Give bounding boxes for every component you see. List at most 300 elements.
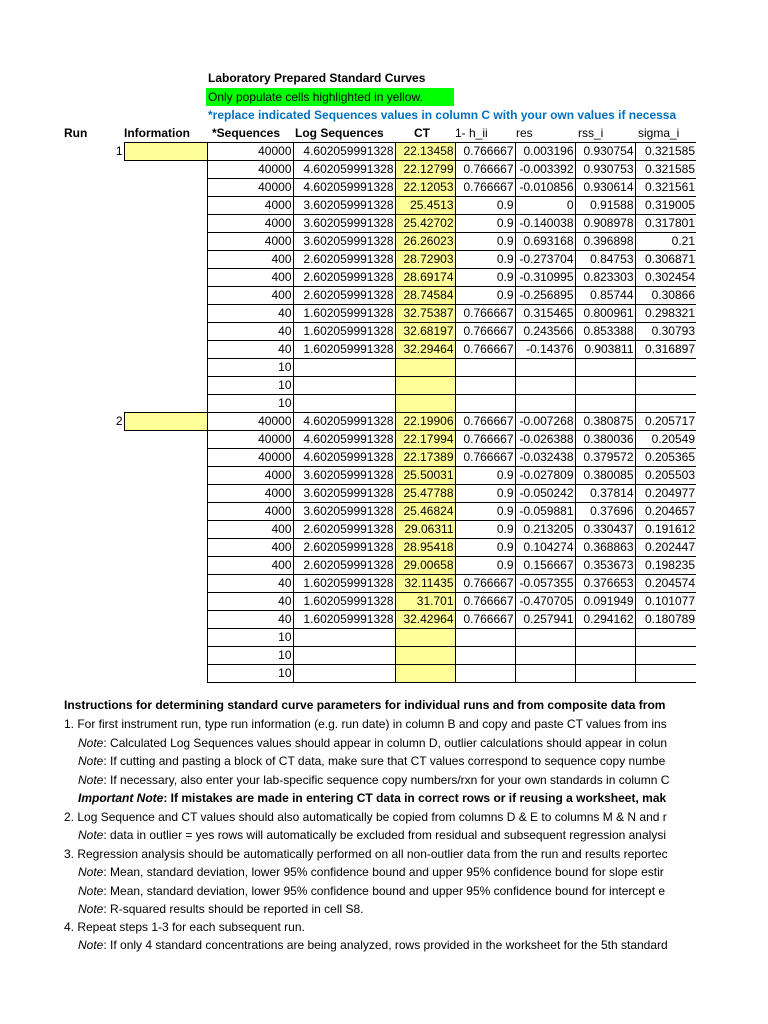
run-cell: 2 — [115, 414, 123, 428]
instruction-note-2 — [78, 826, 696, 845]
log-sequences-cell: 3.602059991328 — [293, 503, 395, 521]
information-cell[interactable] — [124, 557, 207, 575]
run-cell — [0, 467, 124, 485]
sigma-i-cell: 0.319005 — [635, 197, 696, 215]
sigma-i-cell: 0.101077 — [635, 593, 696, 611]
table-row — [0, 215, 696, 233]
sequences-cell: 400 — [207, 521, 293, 539]
ct-cell[interactable]: 22.13458 — [395, 143, 455, 161]
table-row — [0, 485, 696, 503]
res-cell — [515, 665, 575, 683]
sequences-cell: 40 — [207, 611, 293, 629]
rss-i-cell: 0.800961 — [575, 305, 635, 323]
instruction-step-3: 3. Regression analysis should be automatically performed on all non-outlier data from the run and results reportec — [64, 847, 668, 861]
information-cell[interactable] — [124, 521, 207, 539]
note-label: Note — [78, 754, 104, 768]
sigma-i-cell: 0.204574 — [635, 575, 696, 593]
h-ii-cell: 0.9 — [455, 233, 515, 251]
note-text: : If necessary, also enter your lab-specific sequence copy numbers/rxn for your own standards in column C — [103, 773, 670, 787]
sequences-cell: 10 — [207, 629, 293, 647]
table-row — [0, 449, 696, 467]
ct-cell[interactable]: 25.47788 — [395, 485, 455, 503]
rss-i-cell: 0.380036 — [575, 431, 635, 449]
res-cell: -0.032438 — [515, 449, 575, 467]
run-cell — [0, 539, 124, 557]
rss-i-cell: 0.903811 — [575, 341, 635, 359]
rss-i-cell — [575, 665, 635, 683]
header-log-sequences: Log Sequences — [295, 126, 384, 140]
ct-cell[interactable]: 32.11435 — [395, 575, 455, 593]
sequences-cell: 10 — [207, 665, 293, 683]
ct-cell[interactable]: 28.95418 — [395, 539, 455, 557]
run-cell — [0, 503, 124, 521]
information-cell[interactable] — [124, 485, 207, 503]
h-ii-cell: 0.9 — [455, 197, 515, 215]
log-sequences-cell: 2.602059991328 — [293, 539, 395, 557]
rss-i-cell: 0.091949 — [575, 593, 635, 611]
ct-cell[interactable]: 29.00658 — [395, 557, 455, 575]
table-row — [0, 395, 696, 413]
ct-cell[interactable] — [395, 395, 455, 413]
res-cell: 0.003196 — [515, 143, 575, 161]
log-sequences-cell: 2.602059991328 — [293, 269, 395, 287]
sigma-i-cell — [635, 377, 696, 395]
table-row — [0, 143, 696, 161]
sigma-i-cell: 0.202447 — [635, 539, 696, 557]
ct-cell[interactable]: 29.06311 — [395, 521, 455, 539]
sequences-cell: 400 — [207, 557, 293, 575]
h-ii-cell: 0.766667 — [455, 449, 515, 467]
ct-cell[interactable]: 22.12799 — [395, 161, 455, 179]
h-ii-cell: 0.766667 — [455, 431, 515, 449]
rss-i-cell: 0.330437 — [575, 521, 635, 539]
run-cell — [0, 323, 124, 341]
information-cell[interactable] — [124, 359, 207, 377]
res-cell — [515, 647, 575, 665]
rss-i-cell: 0.380875 — [575, 413, 635, 431]
sigma-i-cell — [635, 359, 696, 377]
rss-i-cell — [575, 395, 635, 413]
important-note-label: Important Note — [78, 791, 164, 805]
sequences-cell: 40000 — [207, 179, 293, 197]
log-sequences-cell: 2.602059991328 — [293, 287, 395, 305]
log-sequences-cell — [293, 665, 395, 683]
information-cell[interactable] — [124, 431, 207, 449]
log-sequences-cell — [293, 377, 395, 395]
h-ii-cell: 0.9 — [455, 485, 515, 503]
table-row — [0, 647, 696, 665]
log-sequences-cell: 3.602059991328 — [293, 233, 395, 251]
sigma-i-cell — [635, 647, 696, 665]
res-cell: -0.273704 — [515, 251, 575, 269]
run-cell — [0, 629, 124, 647]
log-sequences-cell — [293, 359, 395, 377]
h-ii-cell — [455, 377, 515, 395]
run-cell — [0, 449, 124, 467]
rss-i-cell: 0.85744 — [575, 287, 635, 305]
sequences-cell: 10 — [207, 395, 293, 413]
h-ii-cell: 0.766667 — [455, 305, 515, 323]
information-cell[interactable] — [124, 377, 207, 395]
instruction-step-2: 2. Log Sequence and CT values should also automatically be copied from columns D & E to columns M & N and r — [64, 810, 667, 824]
sigma-i-cell: 0.317801 — [635, 215, 696, 233]
h-ii-cell: 0.766667 — [455, 341, 515, 359]
highlight-note[interactable]: Only populate cells highlighted in yellow. — [206, 88, 454, 106]
information-cell[interactable] — [124, 269, 207, 287]
run-cell — [0, 161, 124, 179]
information-cell[interactable] — [124, 575, 207, 593]
run-cell — [0, 395, 124, 413]
table-row — [0, 575, 696, 593]
sigma-i-cell: 0.316897 — [635, 341, 696, 359]
instruction-note-3b — [78, 882, 696, 901]
sequences-cell: 40 — [207, 593, 293, 611]
h-ii-cell: 0.9 — [455, 215, 515, 233]
table-row — [0, 413, 696, 431]
sigma-i-cell — [635, 665, 696, 683]
log-sequences-cell: 4.602059991328 — [293, 431, 395, 449]
information-cell[interactable] — [124, 449, 207, 467]
run-cell — [0, 287, 124, 305]
sequences-cell: 400 — [207, 539, 293, 557]
information-cell[interactable] — [124, 251, 207, 269]
table-row — [0, 467, 696, 485]
log-sequences-cell — [293, 629, 395, 647]
ct-cell[interactable] — [395, 629, 455, 647]
rss-i-cell: 0.91588 — [575, 197, 635, 215]
run-cell — [0, 359, 124, 377]
table-row — [0, 611, 696, 629]
table-row — [0, 251, 696, 269]
rss-i-cell: 0.294162 — [575, 611, 635, 629]
res-cell: -0.007268 — [515, 413, 575, 431]
log-sequences-cell: 4.602059991328 — [293, 143, 395, 161]
note-text: : If cutting and pasting a block of CT data, make sure that CT values correspond to sequence copy numbe — [103, 754, 666, 768]
instruction-note-1c — [78, 771, 696, 790]
ct-cell[interactable]: 25.46824 — [395, 503, 455, 521]
rss-i-cell: 0.37696 — [575, 503, 635, 521]
note-label: Note — [78, 902, 104, 916]
instruction-step-1: 1. For first instrument run, type run information (e.g. run date) in column B and copy and paste CT values from ins — [64, 717, 667, 731]
rss-i-cell: 0.368863 — [575, 539, 635, 557]
data-grid — [0, 142, 696, 683]
table-row — [0, 341, 696, 359]
table-row — [0, 287, 696, 305]
h-ii-cell: 0.9 — [455, 467, 515, 485]
h-ii-cell — [455, 395, 515, 413]
h-ii-cell: 0.766667 — [455, 611, 515, 629]
log-sequences-cell: 1.602059991328 — [293, 593, 395, 611]
information-cell[interactable] — [124, 323, 207, 341]
ct-cell[interactable]: 28.72903 — [395, 251, 455, 269]
header-run: Run — [64, 126, 88, 140]
h-ii-cell: 0.9 — [455, 557, 515, 575]
ct-cell[interactable]: 28.74584 — [395, 287, 455, 305]
sequences-cell: 400 — [207, 251, 293, 269]
h-ii-cell: 0.766667 — [455, 413, 515, 431]
ct-cell[interactable]: 26.26023 — [395, 233, 455, 251]
sequences-cell: 40 — [207, 341, 293, 359]
res-cell: 0.693168 — [515, 233, 575, 251]
res-cell: 0.315465 — [515, 305, 575, 323]
header-h-ii: 1- h_ii — [455, 126, 488, 140]
h-ii-cell: 0.9 — [455, 521, 515, 539]
log-sequences-cell: 3.602059991328 — [293, 215, 395, 233]
res-cell: 0 — [515, 197, 575, 215]
sigma-i-cell: 0.21 — [635, 233, 696, 251]
res-cell: 0.156667 — [515, 557, 575, 575]
replace-note: *replace indicated Sequences values in column C with your own values if necessa — [208, 108, 677, 122]
note-text: : Mean, standard deviation, lower 95% confidence bound and upper 95% confidence bound for slope estir — [103, 865, 664, 879]
information-cell[interactable] — [124, 395, 207, 413]
information-cell[interactable] — [124, 143, 207, 161]
information-cell[interactable] — [124, 467, 207, 485]
sheet-title: Laboratory Prepared Standard Curves — [208, 71, 426, 85]
run-cell — [0, 233, 124, 251]
information-cell[interactable] — [124, 161, 207, 179]
sigma-i-cell: 0.205717 — [635, 413, 696, 431]
table-row — [0, 557, 696, 575]
res-cell — [515, 395, 575, 413]
res-cell: -0.010856 — [515, 179, 575, 197]
note-text: : If only 4 standard concentrations are being analyzed, rows provided in the worksheet for the 5th standard — [103, 938, 668, 952]
table-row — [0, 197, 696, 215]
ct-cell[interactable]: 25.50031 — [395, 467, 455, 485]
information-cell[interactable] — [124, 233, 207, 251]
rss-i-cell: 0.823303 — [575, 269, 635, 287]
res-cell: -0.14376 — [515, 341, 575, 359]
log-sequences-cell: 1.602059991328 — [293, 323, 395, 341]
sequences-cell: 10 — [207, 647, 293, 665]
res-cell: -0.003392 — [515, 161, 575, 179]
header-rss-i: rss_i — [578, 126, 604, 140]
run-cell — [0, 521, 124, 539]
res-cell: 0.257941 — [515, 611, 575, 629]
rss-i-cell: 0.379572 — [575, 449, 635, 467]
h-ii-cell: 0.9 — [455, 269, 515, 287]
instruction-note-3a — [78, 863, 696, 882]
rss-i-cell — [575, 377, 635, 395]
ct-cell[interactable]: 31.701 — [395, 593, 455, 611]
information-cell[interactable] — [124, 179, 207, 197]
table-row — [0, 521, 696, 539]
table-row — [0, 629, 696, 647]
instruction-important-note — [78, 789, 696, 808]
log-sequences-cell: 3.602059991328 — [293, 485, 395, 503]
sigma-i-cell: 0.180789 — [635, 611, 696, 629]
instruction-note-3c — [78, 900, 696, 919]
res-cell: 0.213205 — [515, 521, 575, 539]
table-row — [0, 179, 696, 197]
h-ii-cell — [455, 359, 515, 377]
header-sequences: *Sequences — [212, 126, 281, 140]
information-cell[interactable] — [124, 539, 207, 557]
table-row — [0, 665, 696, 683]
ct-cell[interactable] — [395, 359, 455, 377]
note-text: : Mean, standard deviation, lower 95% confidence bound and upper 95% confidence bound for intercept e — [103, 884, 666, 898]
table-row — [0, 233, 696, 251]
information-cell[interactable] — [124, 503, 207, 521]
run-cell — [0, 665, 124, 683]
ct-cell[interactable]: 25.4513 — [395, 197, 455, 215]
log-sequences-cell: 2.602059991328 — [293, 557, 395, 575]
sigma-i-cell: 0.302454 — [635, 269, 696, 287]
instruction-note-1a — [78, 734, 696, 753]
res-cell: -0.027809 — [515, 467, 575, 485]
instructions-heading: Instructions for determining standard curve parameters for individual runs and from composite data from — [64, 698, 666, 712]
note-text: : data in outlier = yes rows will automatically be excluded from residual and subsequent regression analysi — [103, 828, 666, 842]
information-cell[interactable] — [124, 413, 207, 431]
ct-cell[interactable] — [395, 665, 455, 683]
rss-i-cell — [575, 647, 635, 665]
note-text: : R-squared results should be reported in cell S8. — [103, 902, 364, 916]
sequences-cell: 40 — [207, 575, 293, 593]
information-cell[interactable] — [124, 611, 207, 629]
information-cell[interactable] — [124, 197, 207, 215]
sequences-cell: 4000 — [207, 215, 293, 233]
sequences-cell: 40000 — [207, 161, 293, 179]
information-cell[interactable] — [124, 341, 207, 359]
table-row — [0, 539, 696, 557]
rss-i-cell: 0.37814 — [575, 485, 635, 503]
information-cell[interactable] — [124, 647, 207, 665]
sigma-i-cell: 0.30793 — [635, 323, 696, 341]
instruction-step-4: 4. Repeat steps 1-3 for each subsequent run. — [64, 920, 305, 934]
sigma-i-cell: 0.205503 — [635, 467, 696, 485]
h-ii-cell — [455, 629, 515, 647]
table-row — [0, 377, 696, 395]
rss-i-cell: 0.930753 — [575, 161, 635, 179]
note-label: Note — [78, 736, 104, 750]
ct-cell[interactable]: 22.19906 — [395, 413, 455, 431]
ct-cell[interactable]: 32.42964 — [395, 611, 455, 629]
sequences-cell: 400 — [207, 269, 293, 287]
ct-cell[interactable]: 32.68197 — [395, 323, 455, 341]
ct-cell[interactable]: 22.17994 — [395, 431, 455, 449]
sequences-cell: 4000 — [207, 467, 293, 485]
information-cell[interactable] — [124, 593, 207, 611]
run-cell — [0, 611, 124, 629]
res-cell: -0.050242 — [515, 485, 575, 503]
run-cell: 1 — [115, 144, 123, 158]
h-ii-cell — [455, 665, 515, 683]
h-ii-cell: 0.766667 — [455, 593, 515, 611]
log-sequences-cell: 1.602059991328 — [293, 341, 395, 359]
run-cell — [0, 215, 124, 233]
ct-cell[interactable] — [395, 647, 455, 665]
rss-i-cell: 0.396898 — [575, 233, 635, 251]
log-sequences-cell: 4.602059991328 — [293, 413, 395, 431]
log-sequences-cell — [293, 647, 395, 665]
h-ii-cell: 0.9 — [455, 251, 515, 269]
sequences-cell: 40 — [207, 323, 293, 341]
table-row — [0, 161, 696, 179]
run-cell — [0, 593, 124, 611]
sigma-i-cell: 0.321561 — [635, 179, 696, 197]
rss-i-cell: 0.376653 — [575, 575, 635, 593]
log-sequences-cell — [293, 395, 395, 413]
ct-cell[interactable]: 28.69174 — [395, 269, 455, 287]
ct-cell[interactable]: 32.75387 — [395, 305, 455, 323]
information-cell[interactable] — [124, 287, 207, 305]
rss-i-cell: 0.930754 — [575, 143, 635, 161]
information-cell[interactable] — [124, 665, 207, 683]
sigma-i-cell: 0.205365 — [635, 449, 696, 467]
run-cell — [0, 575, 124, 593]
run-cell — [0, 557, 124, 575]
ct-cell[interactable]: 32.29464 — [395, 341, 455, 359]
sequences-cell: 40 — [207, 305, 293, 323]
h-ii-cell: 0.766667 — [455, 161, 515, 179]
run-cell — [0, 647, 124, 665]
h-ii-cell: 0.9 — [455, 287, 515, 305]
sequences-cell: 4000 — [207, 233, 293, 251]
instruction-note-1b — [78, 752, 696, 771]
res-cell: -0.026388 — [515, 431, 575, 449]
h-ii-cell — [455, 647, 515, 665]
sigma-i-cell: 0.321585 — [635, 143, 696, 161]
h-ii-cell: 0.9 — [455, 503, 515, 521]
ct-cell[interactable]: 22.12053 — [395, 179, 455, 197]
information-cell[interactable] — [124, 305, 207, 323]
log-sequences-cell: 4.602059991328 — [293, 449, 395, 467]
header-ct: CT — [414, 126, 430, 140]
information-cell[interactable] — [124, 629, 207, 647]
note-label: Note — [78, 938, 104, 952]
log-sequences-cell: 2.602059991328 — [293, 521, 395, 539]
ct-cell[interactable]: 25.42702 — [395, 215, 455, 233]
rss-i-cell: 0.930614 — [575, 179, 635, 197]
sequences-cell: 400 — [207, 287, 293, 305]
table-row — [0, 323, 696, 341]
sigma-i-cell: 0.204977 — [635, 485, 696, 503]
table-row — [0, 305, 696, 323]
header-information: Information — [124, 126, 190, 140]
log-sequences-cell: 4.602059991328 — [293, 179, 395, 197]
sequences-cell: 4000 — [207, 197, 293, 215]
h-ii-cell: 0.766667 — [455, 179, 515, 197]
rss-i-cell: 0.353673 — [575, 557, 635, 575]
res-cell — [515, 359, 575, 377]
run-cell — [0, 269, 124, 287]
important-note-text: : If mistakes are made in entering CT data in correct rows or if reusing a worksheet, mak — [163, 791, 667, 805]
log-sequences-cell: 1.602059991328 — [293, 575, 395, 593]
instruction-note-4 — [78, 936, 696, 955]
note-label: Note — [78, 865, 104, 879]
sigma-i-cell: 0.298321 — [635, 305, 696, 323]
run-cell — [0, 251, 124, 269]
ct-cell[interactable]: 22.17389 — [395, 449, 455, 467]
run-cell — [0, 341, 124, 359]
sigma-i-cell: 0.321585 — [635, 161, 696, 179]
information-cell[interactable] — [124, 215, 207, 233]
run-cell — [0, 305, 124, 323]
sequences-cell: 40000 — [207, 449, 293, 467]
table-row — [0, 431, 696, 449]
res-cell: 0.243566 — [515, 323, 575, 341]
sequences-cell: 40000 — [207, 431, 293, 449]
h-ii-cell: 0.766667 — [455, 143, 515, 161]
res-cell — [515, 629, 575, 647]
sequences-cell: 4000 — [207, 485, 293, 503]
sigma-i-cell: 0.191612 — [635, 521, 696, 539]
note-label: Note — [78, 773, 104, 787]
run-cell — [0, 179, 124, 197]
sequences-cell: 10 — [207, 359, 293, 377]
sigma-i-cell — [635, 395, 696, 413]
ct-cell[interactable] — [395, 377, 455, 395]
sigma-i-cell: 0.20549 — [635, 431, 696, 449]
